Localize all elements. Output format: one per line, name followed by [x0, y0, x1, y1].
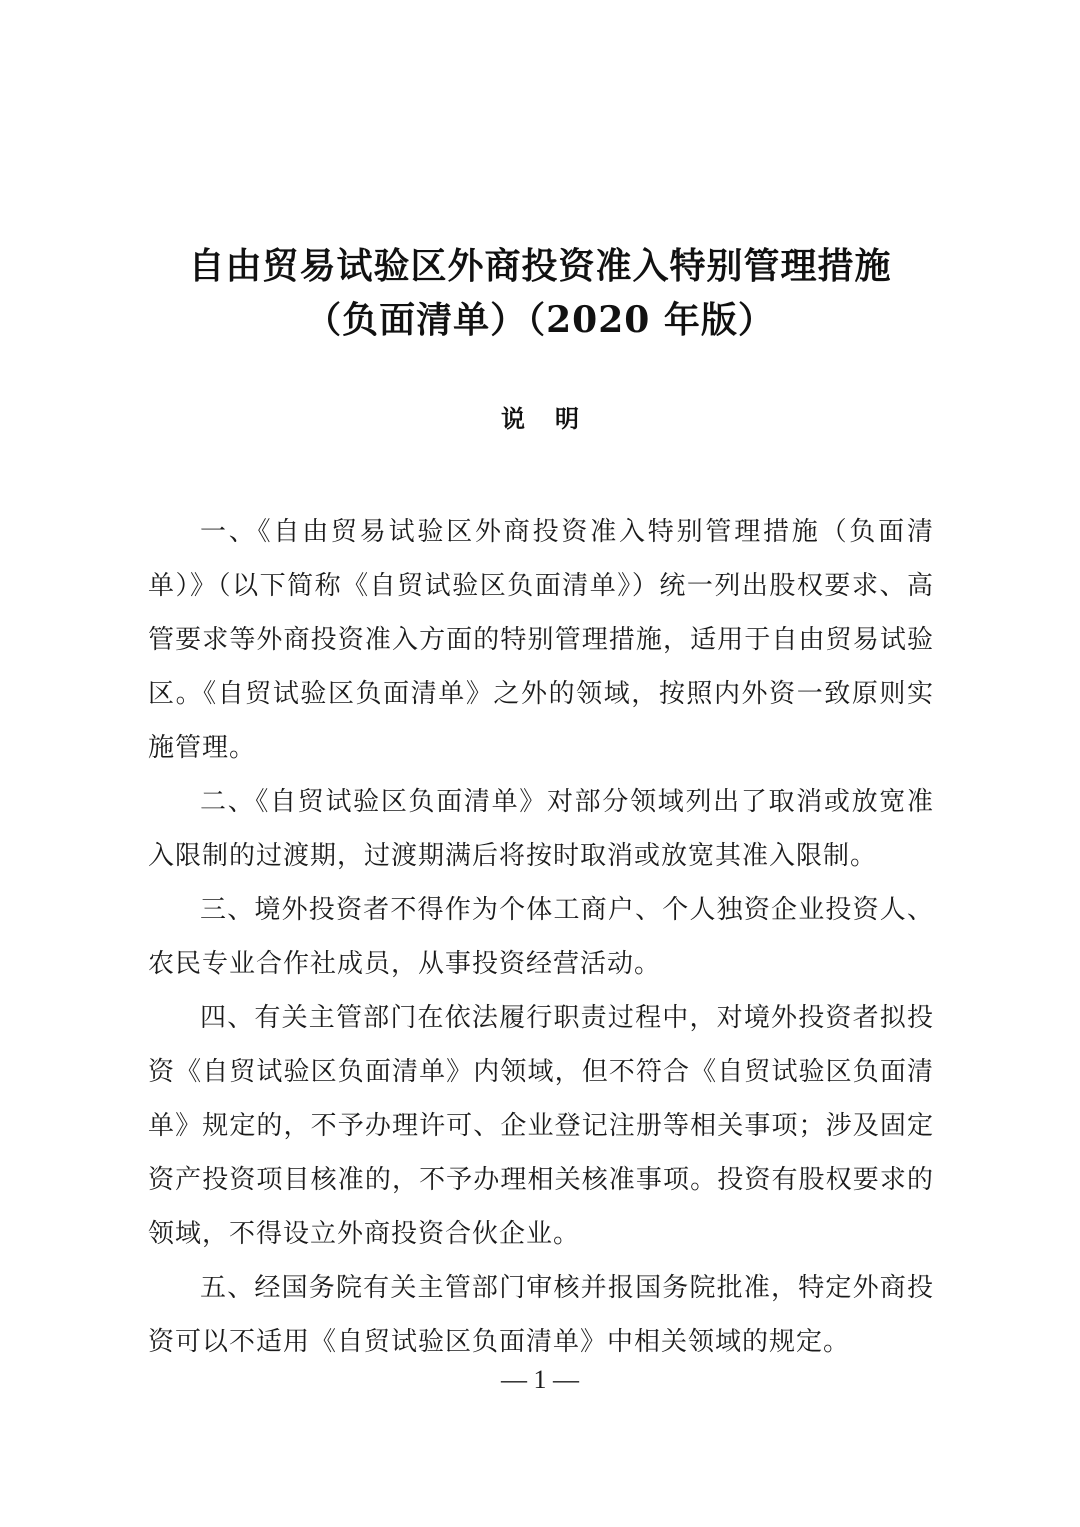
paragraph-1: 一、《自由贸易试验区外商投资准入特别管理措施（负面清单）》（以下简称《自贸试验区负面清单》）统一列出股权要求、高管要求等外商投资准入方面的特别管理措施，适用于自由贸易试验区。《自贸试验区负面清单》之外的领域，按照内外资一致原则实施管理。: [148, 517, 934, 763]
document-body: [148, 505, 934, 1369]
paragraph-3: 三、境外投资者不得作为个体工商户、个人独资企业投资人、农民专业合作社成员，从事投资经营活动。: [148, 895, 934, 979]
document-title: 自由贸易试验区外商投资准入特别管理措施: [188, 245, 892, 287]
page-number: — 1 —: [501, 1365, 579, 1394]
document-subtitle: （负面清单）（2020 年版）: [305, 299, 775, 341]
paragraph-2: 二、《自贸试验区负面清单》对部分领域列出了取消或放宽准入限制的过渡期，过渡期满后将按时取消或放宽其准入限制。: [148, 787, 934, 871]
paragraph-5: 五、经国务院有关主管部门审核并报国务院批准，特定外商投资可以不适用《自贸试验区负面清单》中相关领域的规定。: [148, 1273, 934, 1357]
section-heading: 说明: [501, 405, 609, 433]
paragraph-4: 四、有关主管部门在依法履行职责过程中，对境外投资者拟投资《自贸试验区负面清单》内领域，但不符合《自贸试验区负面清单》规定的，不予办理许可、企业登记注册等相关事项；涉及固定资产投资项目核准的，不予办理相关核准事项。投资有股权要求的领域，不得设立外商投资合伙企业。: [148, 1003, 934, 1249]
